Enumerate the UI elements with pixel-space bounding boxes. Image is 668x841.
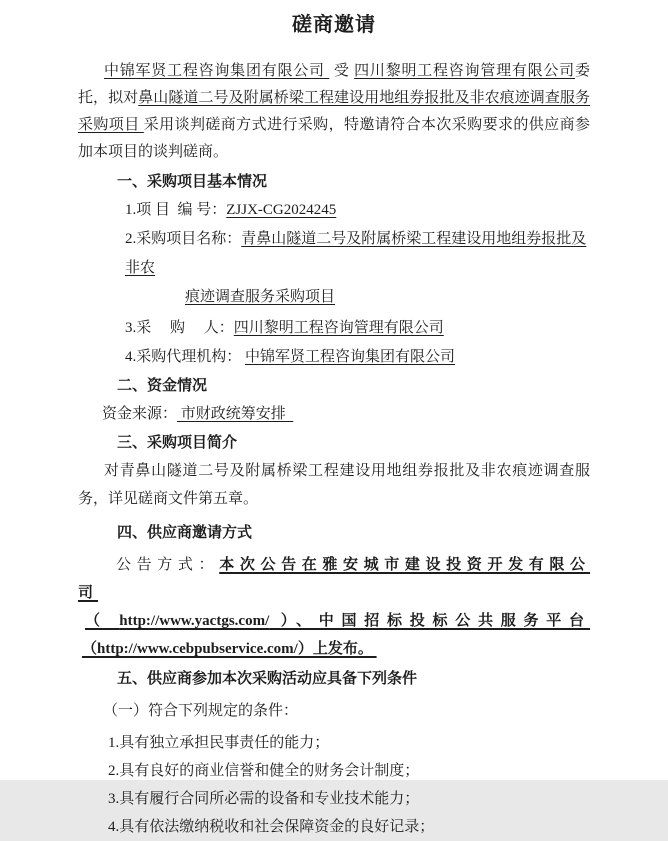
funding-source-value: 市财政统筹安排 (177, 406, 294, 422)
announcement-line1 (78, 551, 590, 607)
section2-heading: 二、资金情况 (117, 378, 208, 394)
intro-project-name: 鼻山隧道二号及附属桥梁工程建设用地组券报批及非农痕迹调查服务采购项目 (78, 90, 590, 133)
condition-item-1: 1.具有独立承担民事责任的能力； (108, 735, 330, 751)
item-agent (125, 343, 590, 372)
announcement-method-label: 公告方式： (116, 557, 220, 573)
agent-label: 4.采购代理机构： (125, 349, 246, 365)
purchaser-label: 3.采 购 人： (125, 320, 234, 336)
funding-source-row (102, 400, 590, 429)
announcement-line3 (82, 635, 590, 663)
intro-entrust-text: 受 (329, 63, 355, 79)
section5-heading: 五、供应商参加本次采购活动应具备下列条件 (117, 671, 418, 687)
purchaser-value: 四川黎明工程咨询管理有限公司 (233, 320, 444, 336)
intro-tail-text: 采用谈判磋商方式进行采购，特邀请符合本次采购要求的供应商参加本项目的谈判磋商。 (78, 117, 590, 160)
section4-heading: 四、供应商邀请方式 (117, 525, 253, 541)
condition-item-2: 2.具有良好的商业信誉和健全的财务会计制度； (108, 763, 420, 779)
item-purchaser (125, 314, 590, 343)
announcement-site1-name: 本次公告在雅安城市建设投资开发有限公司 (78, 557, 590, 601)
intro-agency-name: 中锦军贤工程咨询集团有限公司 (104, 63, 330, 79)
project-name-label: 2.采购项目名称： (125, 231, 242, 247)
project-name-value-line2: 痕迹调查服务采购项目 (185, 289, 336, 305)
item-project-name (125, 225, 590, 283)
announcement-paragraph (78, 551, 590, 663)
project-brief-paragraph: 对青鼻山隧道二号及附属桥梁工程建设用地组券报批及非农痕迹调查服务，详见磋商文件第五章。 (78, 463, 590, 507)
condition-item-3: 3.具有履行合同所必需的设备和专业技术能力； (108, 791, 420, 807)
document-title: 磋商邀请 (292, 14, 376, 36)
conditions-sub-heading: （一）符合下列规定的条件： (103, 703, 299, 719)
announcement-site1-url: http://www.yactgs.com/ (119, 613, 270, 629)
announcement-open-paren: （ (85, 613, 120, 629)
project-number-label: 1.项 目 编 号： (125, 202, 227, 218)
item-project-name-continuation (185, 283, 590, 312)
project-name-value-line1: 青鼻山隧道二号及附属桥梁工程建设用地组券报批及非农 (125, 231, 587, 276)
announcement-site2-url: （http://www.cebpubservice.com/）上发布。 (82, 641, 377, 657)
condition-item-4: 4.具有依法缴纳税收和社会保障资金的良好记录； (108, 819, 435, 835)
announcement-site2-name: ）、中国招标投标公共服务平台 (269, 613, 590, 629)
agent-value: 中锦军贤工程咨询集团有限公司 (245, 349, 456, 365)
funding-source-label: 资金来源： (102, 406, 178, 422)
section3-heading: 三、采购项目简介 (117, 435, 238, 451)
project-number-value: ZJJX-CG2024245 (226, 202, 337, 218)
section1-heading: 一、采购项目基本情况 (117, 174, 268, 190)
item-project-number (125, 196, 590, 225)
intro-paragraph (78, 58, 590, 166)
conditions-list (78, 729, 590, 841)
intro-purchaser-name: 四川黎明工程咨询管理有限公司 (354, 63, 575, 79)
announcement-line2 (85, 607, 590, 635)
intro-mid-text: 委托，拟对 (78, 63, 590, 106)
